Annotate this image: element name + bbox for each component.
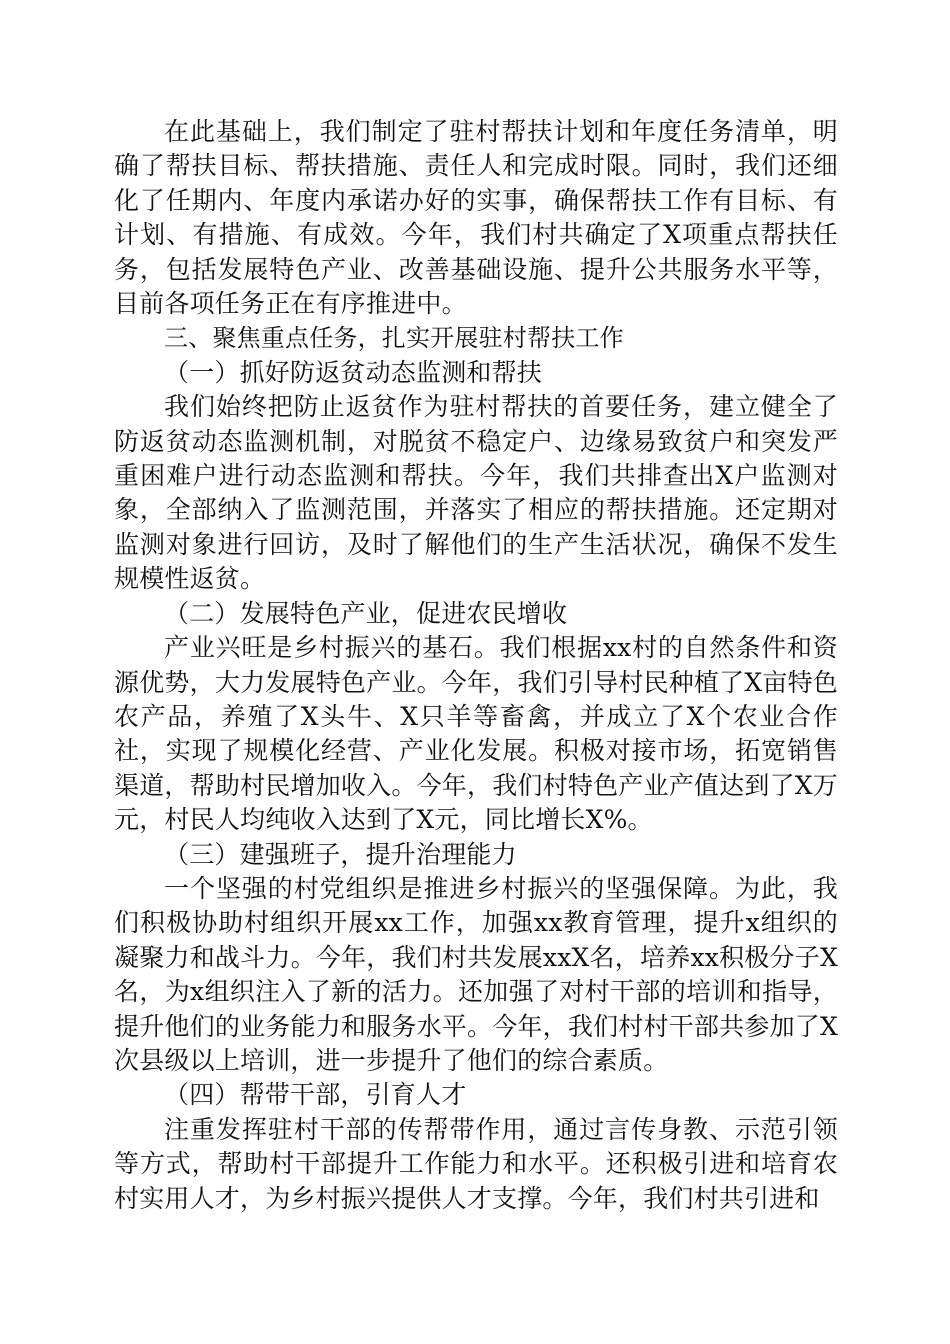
subheading-4: （四）帮带干部，引育人才 (164, 1080, 467, 1110)
subheading-3: （三）建强班子，提升治理能力 (164, 839, 517, 869)
section-heading-3: 三、聚焦重点任务，扎实开展驻村帮扶工作 (164, 324, 624, 353)
paragraph-governance: 一个坚强的村党组织是推进乡村振兴的坚强保障。为此，我们积极协助村组织开展xx工作，加强xx教育管理，提升x组织的凝聚力和战斗力。今年，我们村共发展xxX名，培养xx积极分子X名，为x组织注入了新的活力。还加强了对村干部的培训和指导，提升他们的业务能力和服务水平。今年，我们村村干部共参加了X次县级以上培训，进一步提升了他们的综合素质。 (114, 873, 838, 1075)
paragraph-poverty-monitoring: 我们始终把防止返贫作为驻村帮扶的首要任务，建立健全了防返贫动态监测机制，对脱贫不稳定户、边缘易致贫户和突发严重困难户进行动态监测和帮扶。今年，我们共排查出X户监测对象，全部纳入了监测范围，并落实了相应的帮扶措施。还定期对监测对象进行回访，及时了解他们的生产生活状况，确保不发生规模性返贫。 (114, 392, 838, 594)
subheading-1: （一）抓好防返贫动态监测和帮扶 (164, 357, 543, 387)
document-body (114, 115, 838, 1216)
paragraph-talent: 注重发挥驻村干部的传帮带作用，通过言传身教、示范引领等方式，帮助村干部提升工作能力和水平。还积极引进和培育农村实用人才，为乡村振兴提供人才支撑。今年，我们村共引进和 (114, 1114, 838, 1213)
subheading-2: （二）发展特色产业，促进农民增收 (164, 598, 568, 628)
paragraph-industry: 产业兴旺是乡村振兴的基石。我们根据xx村的自然条件和资源优势，大力发展特色产业。今年，我们引导村民种植了X亩特色农产品，养殖了X头牛、X只羊等畜禽，并成立了X个农业合作社，实现了规模化经营、产业化发展。积极对接市场，拓宽销售渠道，帮助村民增加收入。今年，我们村特色产业产值达到了X万元，村民人均纯收入达到了X元，同比增长X%。 (114, 633, 838, 835)
paragraph-plan-list: 在此基础上，我们制定了驻村帮扶计划和年度任务清单，明确了帮扶目标、帮扶措施、责任人和完成时限。同时，我们还细化了任期内、年度内承诺办好的实事，确保帮扶工作有目标、有计划、有措施、有成效。今年，我们村共确定了X项重点帮扶任务，包括发展特色产业、改善基础设施、提升公共服务水平等，目前各项任务正在有序推进中。 (114, 117, 838, 319)
